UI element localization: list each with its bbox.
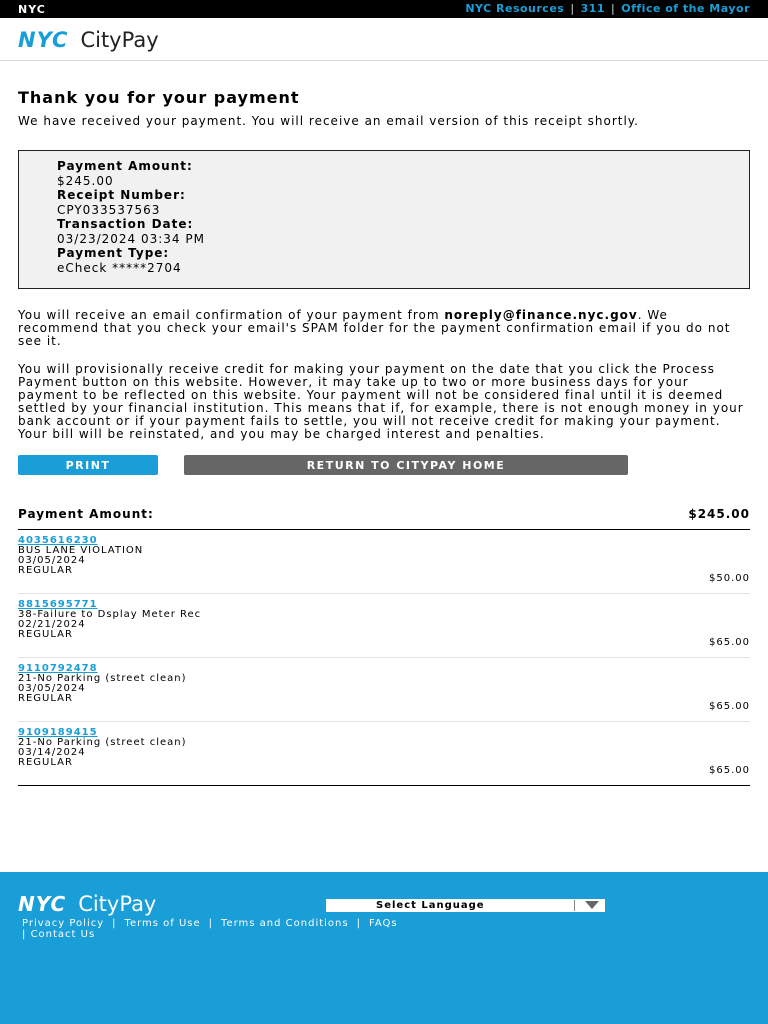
- nyc-logo-mark: NYC: [18, 28, 69, 52]
- site-header: [0, 18, 768, 61]
- chevron-down-icon: [585, 901, 599, 909]
- violation-amount: $65.00: [709, 701, 750, 712]
- violation-number-link[interactable]: 9110792478: [18, 663, 98, 674]
- receipt-summary: [18, 150, 750, 289]
- violation-number-link[interactable]: 9109189415: [18, 727, 98, 738]
- transaction-date-value: 03/23/2024 03:34 PM: [57, 231, 205, 246]
- site-footer: [0, 872, 768, 1024]
- email-text-part1: You will receive an email confirmation of your payment from: [18, 308, 445, 322]
- violation-description: 21-No Parking (street clean): [18, 673, 187, 684]
- language-select[interactable]: [326, 899, 605, 912]
- email-text-part2: . We recommend that you check your email's SPAM folder for the payment confirmation email if you do not see it.: [18, 308, 731, 348]
- return-home-button[interactable]: RETURN TO CITYPAY HOME: [184, 455, 628, 475]
- contact-us-link[interactable]: Contact Us: [30, 929, 96, 940]
- footer-citypay-logo[interactable]: [18, 892, 156, 916]
- violation-amount: $50.00: [709, 573, 750, 584]
- list-item: [18, 722, 750, 785]
- nyc-mini-logo[interactable]: NYC: [18, 3, 46, 16]
- payment-items-list: [18, 530, 750, 786]
- violation-date: 03/05/2024: [18, 683, 86, 694]
- select-divider: [574, 900, 575, 911]
- citypay-logo-text: CityPay: [80, 28, 159, 52]
- payment-type-label: Payment Type:: [57, 246, 170, 260]
- footer-citypay-logo-text: CityPay: [78, 892, 157, 916]
- top-links: [465, 2, 750, 15]
- violation-amount: $65.00: [709, 765, 750, 776]
- action-buttons: [18, 455, 750, 475]
- print-button[interactable]: PRINT: [18, 455, 158, 475]
- 311-link[interactable]: 311: [580, 2, 606, 15]
- separator: |: [22, 929, 27, 940]
- payment-amount-header: [18, 507, 750, 530]
- payment-amount-label: Payment Amount:: [57, 159, 193, 173]
- violation-type: REGULAR: [18, 629, 73, 640]
- payment-amount-header-label: Payment Amount:: [18, 507, 154, 521]
- violation-date: 03/05/2024: [18, 555, 86, 566]
- violation-type: REGULAR: [18, 757, 73, 768]
- list-item: [18, 658, 750, 722]
- violation-number-link[interactable]: 4035616230: [18, 535, 98, 546]
- violation-date: 02/21/2024: [18, 619, 86, 630]
- separator: |: [208, 918, 214, 929]
- footer-links: [22, 918, 722, 940]
- violation-description: BUS LANE VIOLATION: [18, 545, 144, 556]
- email-confirmation-text: [18, 309, 750, 348]
- separator: |: [356, 918, 361, 929]
- citypay-logo[interactable]: [18, 28, 159, 52]
- office-of-mayor-link[interactable]: Office of the Mayor: [621, 2, 750, 15]
- list-item: [18, 594, 750, 658]
- noreply-email: noreply@finance.nyc.gov: [444, 308, 638, 322]
- receipt-number-label: Receipt Number:: [57, 188, 186, 202]
- violation-number-link[interactable]: 8815695771: [18, 599, 98, 610]
- violation-description: 21-No Parking (street clean): [18, 737, 187, 748]
- privacy-policy-link[interactable]: Privacy Policy: [22, 918, 105, 929]
- language-select-label: Select Language: [376, 900, 485, 911]
- credit-notice-text: You will provisionally receive credit for making your payment on the date that you click the Process Payment button on this website. However, it may take up to two or more business days for your payment to be reflected on this website. Your payment will not be considered final until it is deemed settled by your financial institution. This means that if, for example, there is not enough money in your bank account or if your payment fails to settle, you will not receive credit for making your payment. Your bill will be reinstated, and you may be charged interest and penalties.: [18, 362, 744, 441]
- violation-date: 03/14/2024: [18, 747, 86, 758]
- separator: |: [611, 2, 616, 15]
- terms-and-conditions-link[interactable]: Terms and Conditions: [221, 918, 349, 929]
- terms-of-use-link[interactable]: Terms of Use: [124, 918, 201, 929]
- transaction-date-label: Transaction Date:: [57, 217, 194, 231]
- top-bar: [0, 0, 768, 18]
- receipt-number-value: CPY033537563: [57, 202, 161, 217]
- payment-amount-value: $245.00: [57, 173, 114, 188]
- violation-description: 38-Failure to Dsplay Meter Rec: [18, 609, 202, 620]
- faqs-link[interactable]: FAQs: [368, 918, 398, 929]
- separator: |: [570, 2, 575, 15]
- main-content: [0, 88, 768, 786]
- payment-amount-header-value: $245.00: [688, 507, 750, 521]
- footer-nyc-logo-mark: NYC: [18, 892, 67, 916]
- page-title: Thank you for your payment: [18, 88, 300, 107]
- nyc-resources-link[interactable]: NYC Resources: [465, 2, 565, 15]
- payment-type-value: eCheck *****2704: [57, 260, 182, 275]
- violation-type: REGULAR: [18, 693, 73, 704]
- list-item: [18, 530, 750, 594]
- violation-type: REGULAR: [18, 565, 73, 576]
- separator: |: [112, 918, 117, 929]
- intro-text: We have received your payment. You will receive an email version of this receipt shortly.: [18, 114, 639, 128]
- violation-amount: $65.00: [709, 637, 750, 648]
